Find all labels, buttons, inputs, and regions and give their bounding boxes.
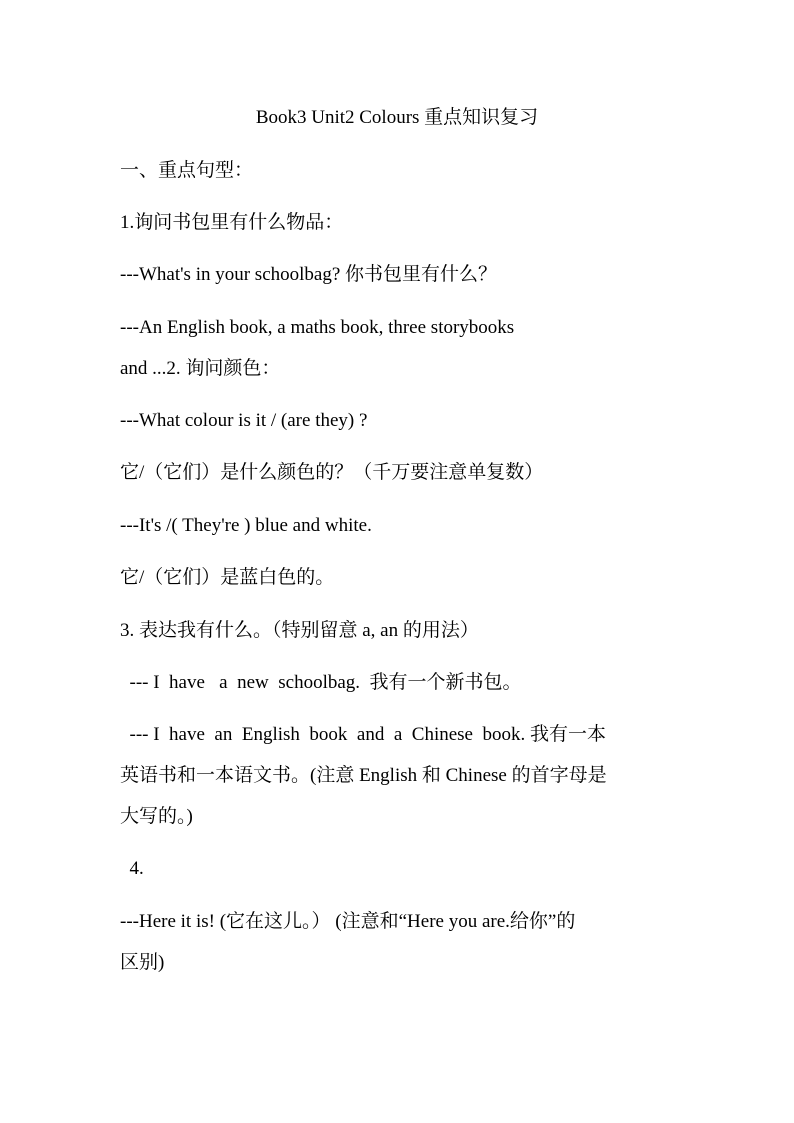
page-title: Book3 Unit2 Colours 重点知识复习 xyxy=(255,107,539,128)
section-heading-key-sentences: 一、重点句型： xyxy=(120,160,254,181)
question-schoolbag: ---What's in your schoolbag? 你书包里有什么？ xyxy=(120,264,498,285)
question-colour-translation: 它/（它们）是什么颜色的？（千万要注意单复数） xyxy=(120,462,544,483)
here-it-is-line-1: ---Here it is! (它在这儿。） (注意和“Here you are.给你”的 xyxy=(120,911,576,932)
answer-schoolbag-line-2: and ...2. 询问颜色： xyxy=(120,358,281,379)
example-english-chinese-book-line-3: 大写的。) xyxy=(120,806,193,827)
answer-schoolbag-line-1: ---An English book, a maths book, three storybooks xyxy=(120,317,515,338)
item-4-heading: 4. xyxy=(120,858,144,879)
answer-colour: ---It's /( They're ) blue and white. xyxy=(120,515,372,536)
answer-colour-translation: 它/（它们）是蓝白色的。 xyxy=(120,567,335,588)
item-1-heading: 1.询问书包里有什么物品： xyxy=(120,212,344,233)
example-english-chinese-book-line-2: 英语书和一本语文书。(注意 English 和 Chinese 的首字母是 xyxy=(120,765,607,786)
example-new-schoolbag: --- I have a new schoolbag. 我有一个新书包。 xyxy=(120,672,522,693)
question-colour: ---What colour is it / (are they) ? xyxy=(120,410,368,431)
here-it-is-line-2: 区别) xyxy=(120,952,165,973)
example-english-chinese-book-line-1: --- I have an English book and a Chinese book. 我有一本 xyxy=(120,724,606,745)
item-3-heading: 3. 表达我有什么。（特别留意 a, an 的用法） xyxy=(120,620,479,641)
